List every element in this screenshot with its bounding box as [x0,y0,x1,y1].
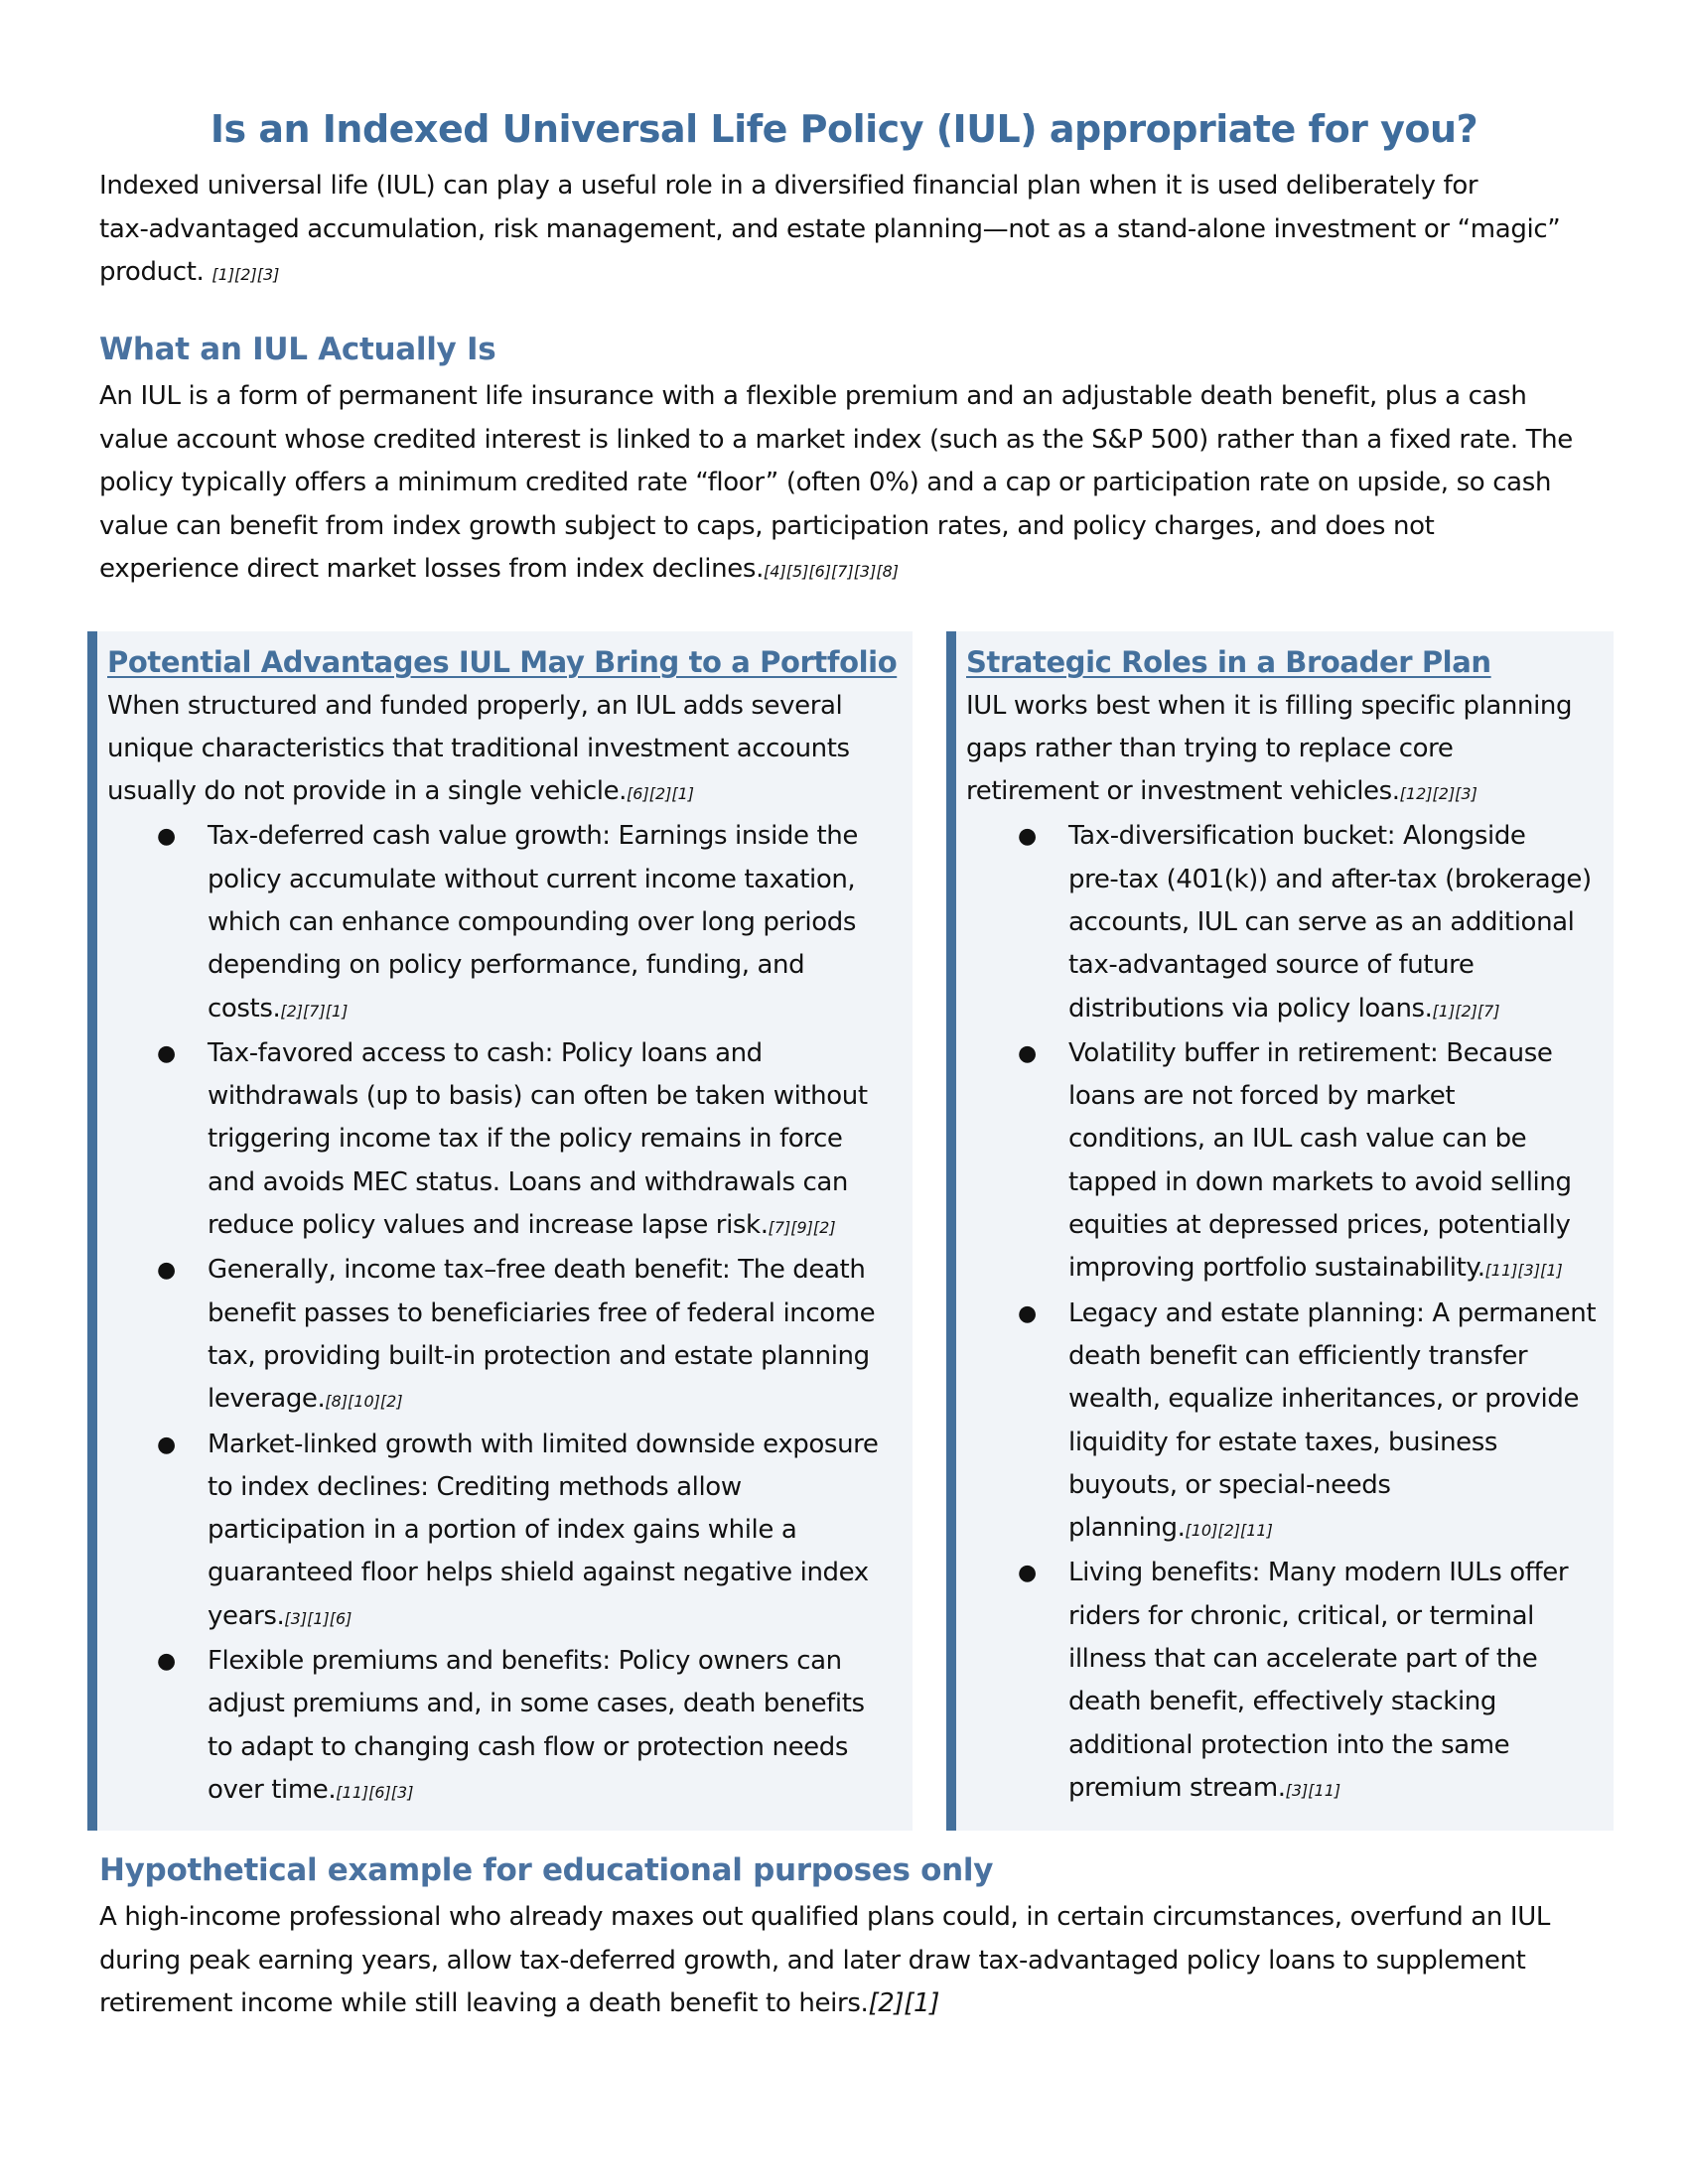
bullet-line [208,1769,913,1814]
what-is-line: An IUL is a form of permanent life insurance with a flexible premium and an adjustable death benefit, plus a cash [99,381,1527,411]
bullet-line: Tax-favored access to cash: Policy loans and [208,1037,763,1068]
bullet-text: costs. [208,993,281,1024]
what-is-line-last [99,548,1609,594]
bullet-line [1068,988,1614,1032]
list-item [107,1032,913,1249]
bullet-line: benefit passes to beneficiaries free of federal income [208,1297,876,1328]
bullet-line [1068,1767,1614,1812]
citation: [1][2][3] [211,265,280,284]
bullet-line: Living benefits: Many modern IULs offer [1068,1558,1569,1588]
citation: [12][2][3] [1399,784,1477,804]
bullet-line [1068,1247,1614,1292]
bullet-line: adjust premiums and, in some cases, death benefits [208,1689,865,1719]
citation: [3][11] [1285,1780,1341,1800]
bullet-line: Tax-deferred cash value growth: Earnings inside the [208,821,858,852]
bullet-line: Generally, income tax–free death benefit: The death [208,1255,866,1286]
citation: [6][2][1] [627,784,695,804]
bullet-text: reduce policy values and increase lapse risk. [208,1210,769,1241]
list-item [966,1552,1614,1812]
intro-line-last [99,251,1609,297]
list-item [107,1249,913,1423]
bullet-line: death benefit can efficiently transfer [1068,1340,1528,1371]
bullet-line: tax-advantaged source of future [1068,950,1475,981]
bullet-line: to adapt to changing cash flow or protection needs [208,1731,849,1762]
bullet-line: guaranteed floor helps shield against negative index [208,1558,869,1588]
citation: [11][3][1] [1484,1261,1563,1281]
section-heading-what-is: What an IUL Actually Is [99,332,496,367]
advantages-heading: Potential Advantages IUL May Bring to a Portfolio [107,645,898,679]
bullet-line: death benefit, effectively stacking [1068,1687,1496,1717]
what-is-line: value account whose credited interest is linked to a market index (such as the S&P 500) rather than a fixed rate. The [99,424,1573,455]
bullet-line: equities at depressed prices, potentially [1068,1210,1571,1241]
citation: [11][6][3] [336,1782,414,1802]
advantages-intro-text: usually do not provide in a single vehicle. [107,776,628,807]
strategic-intro-line [966,770,1614,815]
bullet-line: policy accumulate without current income taxation, [208,864,856,894]
citation: [4][5][6][7][3][8] [764,562,900,581]
bullet-line: withdrawals (up to basis) can often be taken without [208,1081,868,1112]
page-title: Is an Indexed Universal Life Policy (IUL) appropriate for you? [210,107,1478,151]
bullet-line: Legacy and estate planning: A permanent [1068,1297,1597,1328]
intro-line: tax-advantaged accumulation, risk management, and estate planning—not as a stand-alone investment or “magic” [99,213,1561,244]
strategic-intro-line: IUL works best when it is filling specific planning [966,690,1573,721]
bullet-icon: ● [157,1258,176,1284]
bullet-line: to index declines: Crediting methods allow [208,1471,742,1502]
citation: [8][10][2] [325,1392,403,1412]
citation: [2][7][1] [280,1001,349,1021]
bullet-line: triggering income tax if the policy remains in force [208,1124,843,1155]
bullet-line: buyouts, or special-needs [1068,1469,1391,1500]
strategic-callout [946,631,1614,1831]
citation: [3][1][6] [284,1608,352,1628]
bullet-line: pre-tax (401(k)) and after-tax (brokerage) [1068,864,1592,894]
bullet-line: loans are not forced by market [1068,1081,1456,1112]
strategic-heading: Strategic Roles in a Broader Plan [966,645,1491,679]
bullet-line [208,1378,913,1423]
bullet-text: years. [208,1600,285,1631]
advantages-intro-line: When structured and funded properly, an IUL adds several [107,690,843,721]
bullet-text: planning. [1068,1513,1186,1544]
bullet-icon: ● [157,1040,176,1066]
bullet-line: wealth, equalize inheritances, or provide [1068,1384,1580,1415]
bullet-line: which can enhance compounding over long periods [208,906,856,937]
advantages-list [107,815,913,1814]
what-is-paragraph [99,375,1609,594]
intro-paragraph [99,165,1609,297]
example-paragraph [99,1896,1609,2026]
bullet-line: tax, providing built-in protection and estate planning [208,1340,870,1371]
bullet-icon: ● [1018,824,1037,850]
bullet-icon: ● [1018,1300,1037,1326]
strategic-list [966,815,1614,1812]
example-line: A high-income professional who already maxes out qualified plans could, in certain circumstances, overfund an IUL [99,1902,1551,1932]
example-line: during peak earning years, allow tax-deferred growth, and later draw tax-advantaged policy loans to supplement [99,1945,1526,1976]
list-item [966,1293,1614,1553]
advantages-intro-line [107,770,913,815]
bullet-icon: ● [157,1649,176,1675]
list-item [107,1640,913,1814]
bullet-icon: ● [1018,1561,1037,1586]
bullet-line: participation in a portion of index gains while a [208,1515,797,1546]
section-heading-example: Hypothetical example for educational purposes only [99,1852,994,1888]
bullet-line: Market-linked growth with limited downside exposure [208,1429,879,1459]
citation: [10][2][11] [1185,1521,1273,1541]
bullet-line: conditions, an IUL cash value can be [1068,1124,1527,1155]
intro-line-text: product. [99,257,212,287]
bullet-text: premium stream. [1068,1772,1286,1803]
bullet-icon: ● [157,824,176,850]
bullet-line: and avoids MEC status. Loans and withdrawals can [208,1166,849,1197]
list-item [966,1032,1614,1293]
bullet-text: distributions via policy loans. [1068,993,1433,1024]
bullet-line: Tax-diversification bucket: Alongside [1068,821,1526,852]
example-line-last [99,1982,1609,2026]
bullet-line: Volatility buffer in retirement: Because [1068,1037,1553,1068]
strategic-intro-text: retirement or investment vehicles. [966,776,1400,807]
list-item [107,1424,913,1640]
advantages-intro [107,685,913,816]
what-is-line: value can benefit from index growth subject to caps, participation rates, and policy charges, and does not [99,510,1435,541]
bullet-text: improving portfolio sustainability. [1068,1253,1485,1284]
bullet-line: depending on policy performance, funding, and [208,950,805,981]
list-item [966,815,1614,1031]
bullet-icon: ● [157,1432,176,1457]
intro-line: Indexed universal life (IUL) can play a useful role in a diversified financial plan when it is used deliberately for [99,171,1478,201]
bullet-line [208,1204,913,1249]
bullet-line: Flexible premiums and benefits: Policy owners can [208,1646,842,1677]
bullet-line: liquidity for estate taxes, business [1068,1427,1498,1457]
bullet-text: leverage. [208,1384,326,1415]
advantages-intro-line: unique characteristics that traditional investment accounts [107,733,850,763]
bullet-line: tapped in down markets to avoid selling [1068,1166,1572,1197]
bullet-icon: ● [1018,1040,1037,1066]
strategic-intro [966,685,1614,816]
bullet-line: illness that can accelerate part of the [1068,1644,1538,1675]
what-is-line: policy typically offers a minimum credited rate “floor” (often 0%) and a cap or participation rate on upside, so cash [99,468,1552,497]
bullet-line: additional protection into the same [1068,1729,1510,1760]
citation: [7][9][2] [768,1218,836,1238]
citation: [1][2][7] [1432,1001,1500,1021]
bullet-line: riders for chronic, critical, or terminal [1068,1600,1534,1631]
what-is-line-text: experience direct market losses from index declines. [99,554,765,584]
bullet-line [208,1595,913,1640]
advantages-callout [87,631,913,1831]
bullet-line: accounts, IUL can serve as an additional [1068,906,1575,937]
bullet-line [1068,1507,1614,1552]
example-line-text: retirement income while still leaving a death benefit to heirs. [99,1988,869,2018]
bullet-text: over time. [208,1774,337,1805]
strategic-intro-line: gaps rather than trying to replace core [966,733,1454,763]
list-item [107,815,913,1031]
bullet-line [208,988,913,1032]
citation: [2][1] [868,1988,939,2018]
